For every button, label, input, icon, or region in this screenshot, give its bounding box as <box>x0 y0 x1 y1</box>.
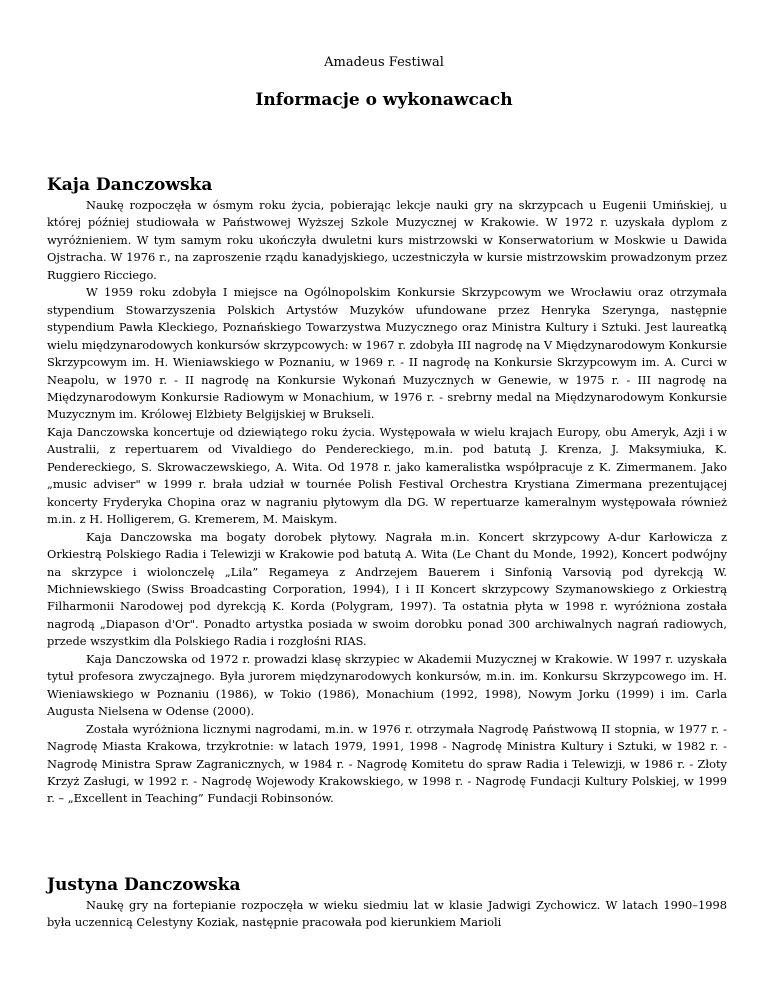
bio-paragraph: Naukę gry na fortepianie rozpoczęła w wieku siedmiu lat w klasie Jadwigi Zychowicz. W latach 1990–1998 była uczennicą Celestyny Koziak, następnie pracowała pod kierunkiem Marioli <box>47 898 727 930</box>
bio-paragraph: Została wyróżniona licznymi nagrodami, m.in. w 1976 r. otrzymała Nagrodę Państwową II stopnia, w 1977 r. - Nagrodę Miasta Krakowa, trzykrotnie: w latach 1979, 1991, 1998 - Nagrodę Ministra Kultury i Sztuki, w 1982 r. - Nagrodę Ministra Spraw Zagranicznych, w 1984 r. - Nagrodę Komitetu do spraw Radia i Telewizji, w 1986 r. - Złoty Krzyż Zasługi, w 1992 r. - Nagrodę Wojewody Krakowskiego, w 1998 r. - Nagrodę Fundacji Kultury Polskiej, w 1999 r. – „Excellent in Teaching” Fundacji Robinsonów. <box>47 721 727 806</box>
festival-name: Amadeus Festiwal <box>324 55 444 70</box>
bio-paragraph: W 1959 roku zdobyła I miejsce na Ogólnopolskim Konkursie Skrzypcowym we Wrocławiu oraz otrzymała stypendium Stowarzyszenia Polskich Artystów Muzyków ufundowane przez Henryka Szerynga, następnie stypendium Pawła Kleckiego, Poznańskiego Towarzystwa Muzycznego oraz Ministra Kultury i Sztuki. Jest laureatką wielu międzynarodowych konkursów skrzypcowych: w 1967 r. zdobyła III nagrodę na V Międzynarodowym Konkursie Skrzypcowym im. H. Wieniawskiego w Poznaniu, w 1969 r. - II nagrodę na Konkursie Skrzypcowym im. A. Curci w Neapolu, w 1970 r. - II nagrodę na Konkursie Wykonań Muzycznych w Genewie, w 1975 r. - III nagrodę na Międzynarodowym Konkursie Radiowym w Monachium, w 1976 r. - srebrny medal na Międzynarodowym Konkursie Muzycznym im. Królowej Elżbiety Belgijskiej w Brukseli. <box>47 285 727 422</box>
bio-paragraph: Kaja Danczowska koncertuje od dziewiątego roku życia. Występowała w wielu krajach Europy, obu Ameryk, Azji i w Australii, z repertuarem od Vivaldiego do Pendereckiego, m.in. pod batutą J. Krenza, J. Maksymiuka, K. Pendereckiego, S. Skrowaczewskiego, A. Wita. Od 1978 r. jako kameralistka współpracuje z K. Zimermanem. Jako „music adviser" w 1999 r. brała udział w tournée Polish Festival Orchestra Krystiana Zimermana prezentującej koncerty Fryderyka Chopina oraz w nagraniu płytowym dla DG. W repertuarze kameralnym występowała również m.in. z H. Holligerem, G. Kremerem, M. Maiskym. <box>47 424 727 527</box>
performer-name: Kaja Danczowska <box>47 175 213 195</box>
page-title: Informacje o wykonawcach <box>255 90 513 110</box>
performer-section-kaja <box>47 174 727 808</box>
bio-paragraph: Naukę rozpoczęła w ósmym roku życia, pobierając lekcje nauki gry na skrzypcach u Eugenii Umińskiej, u której później studiowała w Państwowej Wyższej Szkole Muzycznej w Krakowie. W 1972 r. uzyskała dyplom z wyróżnieniem. W tym samym roku ukończyła dwuletni kurs mistrzowski w Konserwatorium w Moskwie u Dawida Ojstracha. W 1976 r., na zaproszenie rządu kanadyjskiego, uczestniczyła w kursie mistrzowskim prowadzonym przez Ruggiero Ricciego. <box>47 198 727 282</box>
bio-paragraph: Kaja Danczowska od 1972 r. prowadzi klasę skrzypiec w Akademii Muzycznej w Krakowie. W 1997 r. uzyskała tytuł profesora zwyczajnego. Była jurorem międzynarodowych konkursów, m.in. im. Konkursu Skrzypcowego im. H. Wieniawskiego w Poznaniu (1986), w Tokio (1986), Monachium (1992, 1998), Nowym Jorku (1999) i im. Carla Augusta Nielsena w Odense (2000). <box>47 651 727 719</box>
performer-section-justyna <box>47 874 727 932</box>
bio-paragraph: Kaja Danczowska ma bogaty dorobek płytowy. Nagrała m.in. Koncert skrzypcowy A-dur Karłowicza z Orkiestrą Polskiego Radia i Telewizji w Krakowie pod batutą A. Wita (Le Chant du Monde, 1992), Koncert podwójny na skrzypce i wiolonczelę „Lila” Regameya z Andrzejem Bauerem i Sinfonią Varsovią pod dyrekcją W. Michniewskiego (Swiss Broadcasting Corporation, 1994), I i II Koncert skrzypcowy Szymanowskiego z Orkiestrą Filharmonii Narodowej pod dyrekcją K. Korda (Polygram, 1997). Ta ostatnia płyta w 1998 r. wyróżniona została nagrodą „Diapason d'Or". Ponadto artystka posiada w swoim dorobku ponad 300 archiwalnych nagrań radiowych, przede wszystkim dla Polskiego Radia i rozgłośni RIAS. <box>47 529 727 649</box>
performer-name: Justyna Danczowska <box>47 875 241 895</box>
